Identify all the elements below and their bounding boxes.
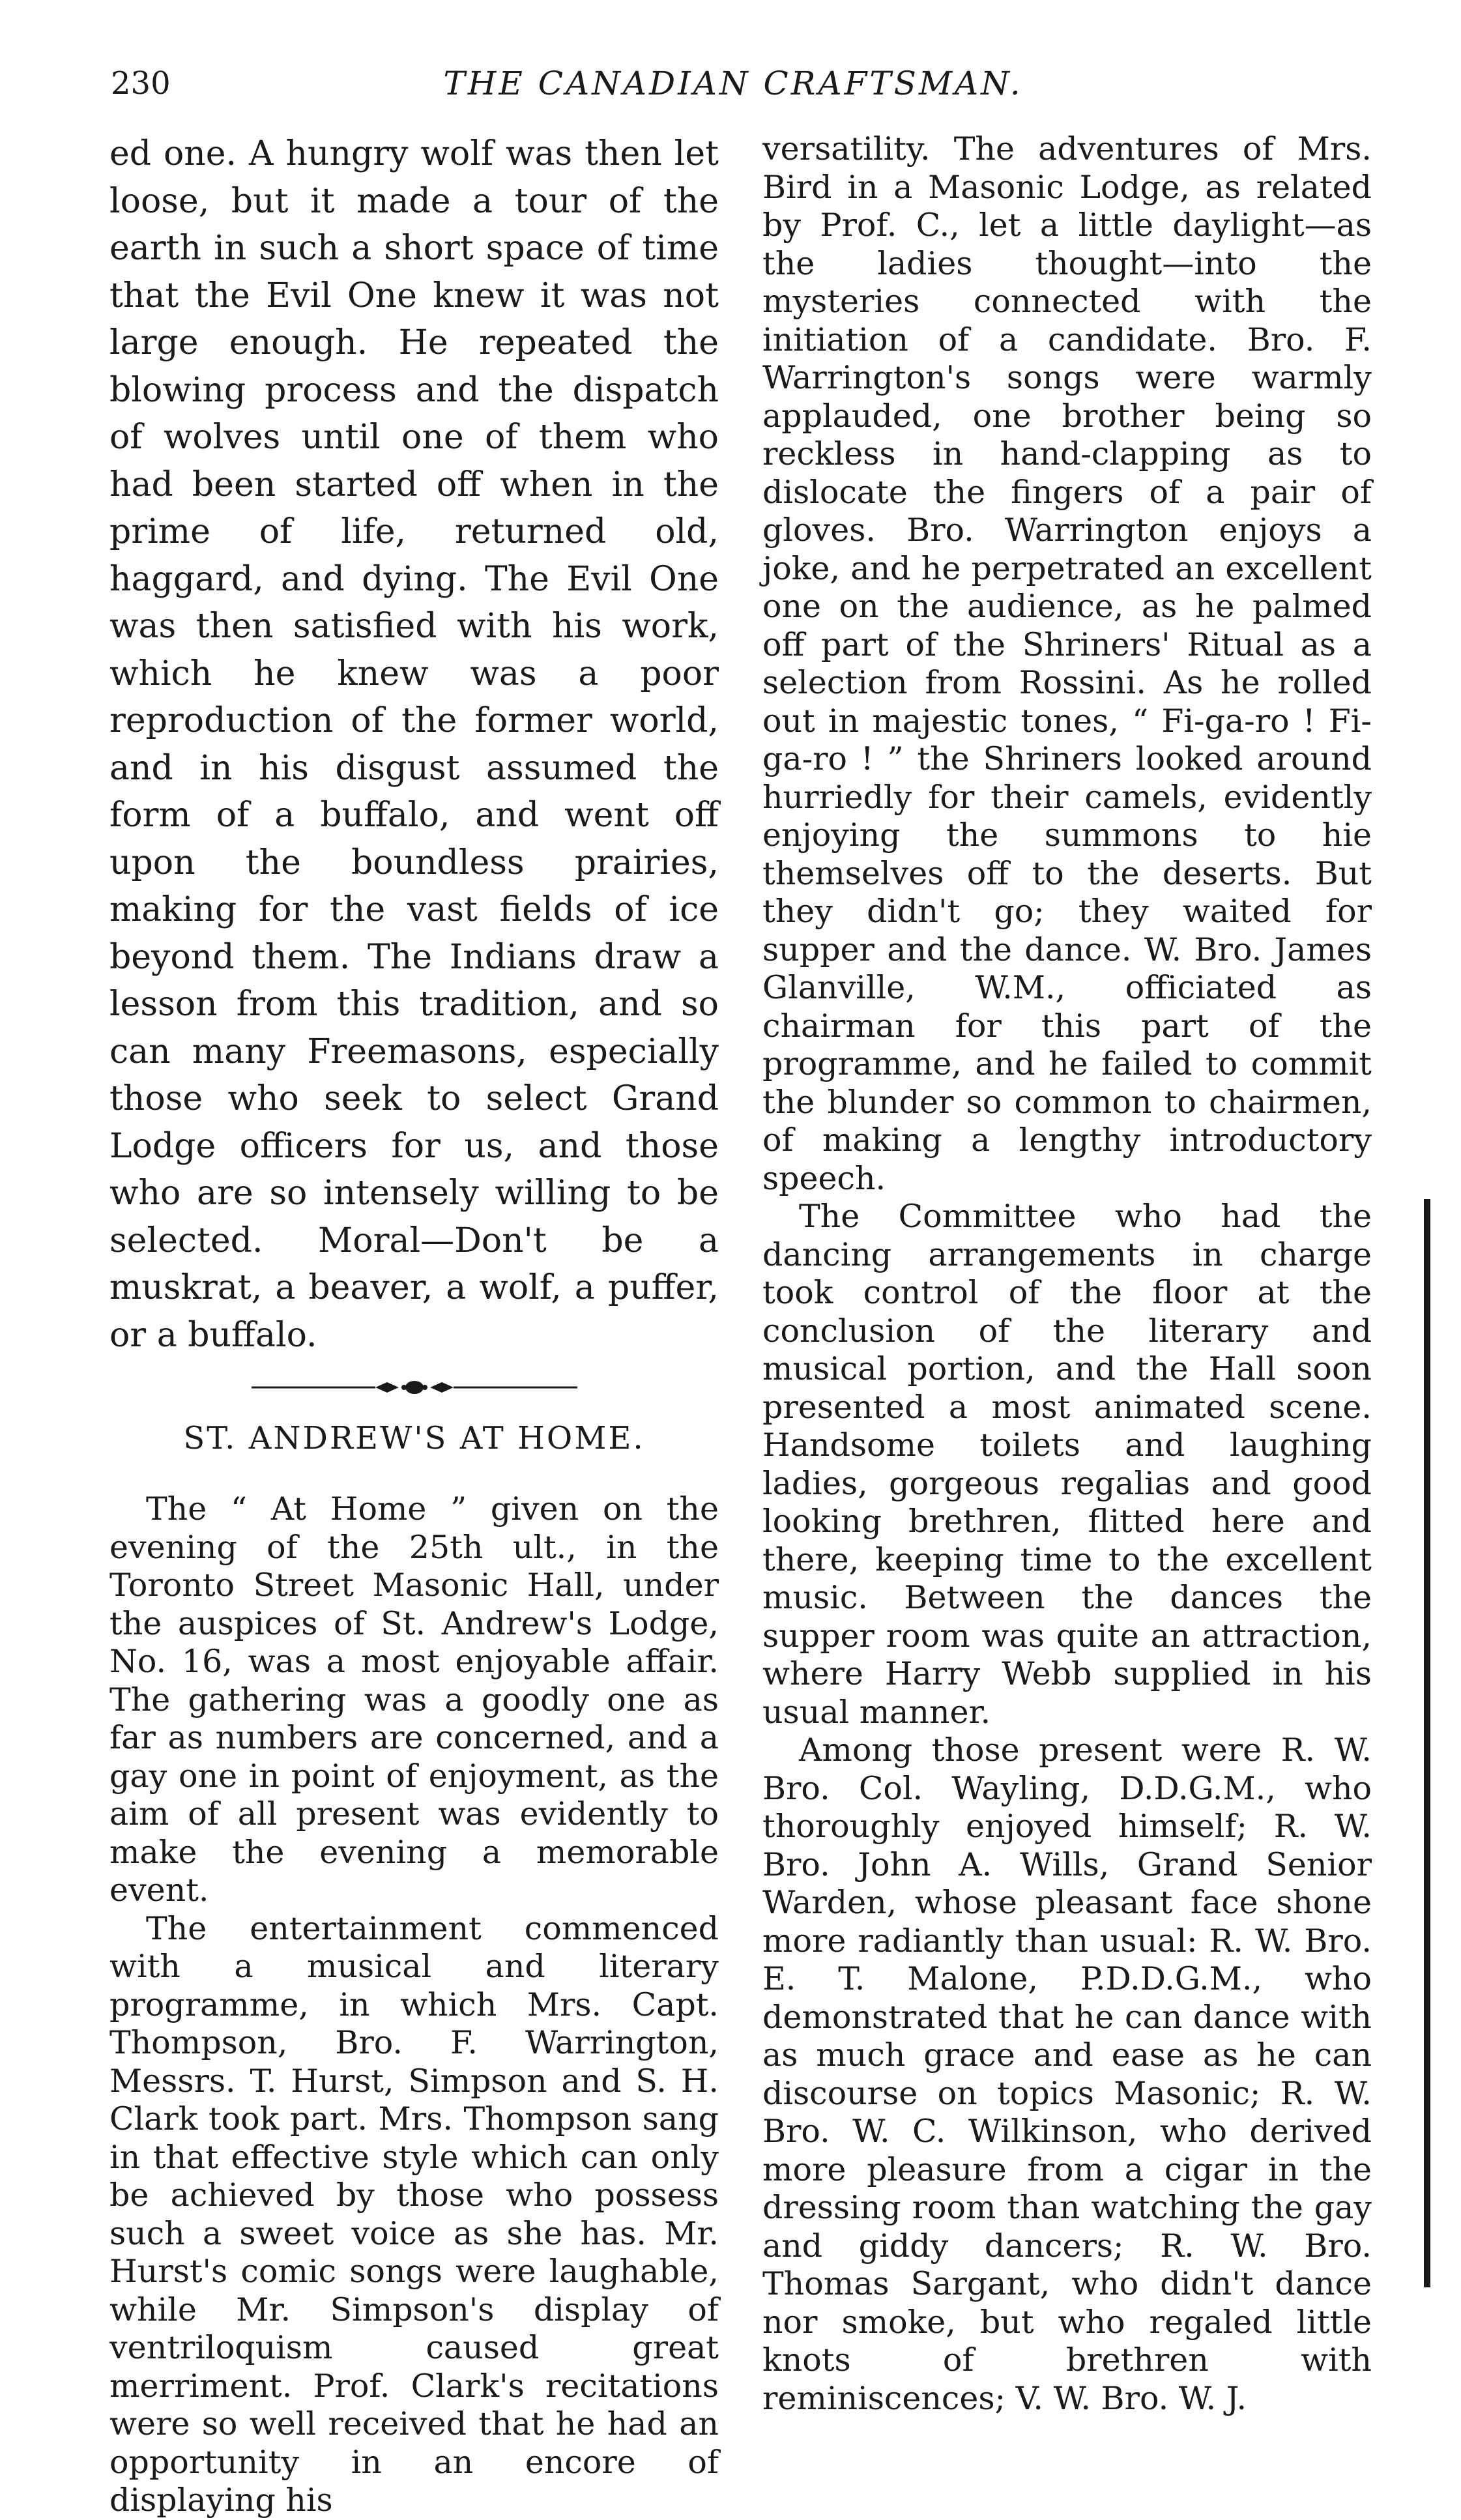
right-paragraph-3: Among those present were R. W. Bro. Col. Wayling, D.D.G.M., who thoroughly enjoyed himself; R. W. Bro. John A. Wills, Grand Senior Warden, whose pleasant face shone more radiantly than usual: R. W. Bro. E. T. Malone, P.D.D.G.M., who demonstrated that he can dance with as much grace and ease as he can discourse on topics Masonic; R. W. Bro. W. C. Wilkinson, who derived more pleasure from a cigar in the dressing room than watching the gay and giddy dancers; R. W. Bro. Thomas Sargant, who didn't dance nor smoke, but who regaled little knots of brethren with reminiscences; V. W. Bro. W. J. [762, 1731, 1372, 2417]
left-paragraph-3: The entertainment commenced with a musical and literary programme, in which Mrs. Capt. Thompson, Bro. F. Warrington, Messrs. T. Hurst, Simpson and S. H. Clark took part. Mrs. Thompson sang in that effective style which can only be achieved by those who possess such a sweet voice as she has. Mr. Hurst's comic songs were laughable, while Mr. Simpson's display of ventriloquism caused great merriment. Prof. Clark's recitations were so well received that he had an opportunity in an encore of displaying his [109, 1909, 719, 2519]
running-title: THE CANADIAN CRAFTSMAN. [443, 65, 1023, 102]
ornamental-rule-icon [245, 1374, 584, 1400]
left-column [109, 130, 719, 2520]
left-paragraph-1: ed one. A hungry wolf was then let loose, but it made a tour of the earth in such a short space of time that the Evil One knew it was not large enough. He repeated the blowing process and the dispatch of wolves until one of them who had been started off when in the prime of life, returned old, haggard, and dying. The Evil One was then satisfied with his work, which he knew was a poor reproduction of the former world, and in his disgust assumed the form of a buffalo, and went off upon the boundless prairies, making for the vast fields of ice beyond them. The Indians draw a lesson from this tradition, and so can many Freemasons, especially those who seek to select Grand Lodge officers for us, and those who are so intensely willing to be selected. Moral—Don't be a muskrat, a beaver, a wolf, a puffer, or a buffalo. [109, 134, 719, 1355]
margin-bar [1424, 1199, 1430, 2287]
right-paragraph-2: The Committee who had the dancing arrangements in charge took control of the floor at the conclusion of the literary and musical portion, and the Hall soon presented a most animated scene. Handsome toilets and laughing ladies, gorgeous regalias and good looking brethren, flitted here and there, keeping time to the excellent music. Between the dances the supper room was quite an attraction, where Harry Webb supplied in his usual manner. [762, 1198, 1372, 1731]
right-column [762, 130, 1372, 2418]
left-paragraph-2: The “ At Home ” given on the evening of the 25th ult., in the Toronto Street Masonic Hall, under the auspices of St. Andrew's Lodge, No. 16, was a most enjoyable affair. The gathering was a goodly one as far as numbers are concerned, and a gay one in point of enjoyment, as the aim of all present was evidently to make the evening a memorable event. [109, 1490, 719, 1909]
section-heading: ST. ANDREW'S AT HOME. [183, 1420, 645, 1456]
page-number: 230 [111, 65, 171, 102]
right-paragraph-1: versatility. The adventures of Mrs. Bird in a Masonic Lodge, as related by Prof. C., let a little daylight—as the ladies thought—into the mysteries connected with the initiation of a candidate. Bro. F. Warrington's songs were warmly applauded, one brother being so reckless in hand-clapping as to dislocate the fingers of a pair of gloves. Bro. Warrington enjoys a joke, and he perpetrated an excellent one on the audience, as he palmed off part of the Shriners' Ritual as a selection from Rossini. As he rolled out in majestic tones, “ Fi-ga-ro ! Fi-ga-ro ! ” the Shriners looked around hurriedly for their camels, evidently enjoying the summons to hie themselves off to the deserts. But they didn't go; they waited for supper and the dance. W. Bro. James Glanville, W.M., officiated as chairman for this part of the programme, and he failed to commit the blunder so common to chairmen, of making a lengthy introductory speech. [762, 130, 1372, 1197]
running-header [98, 57, 1368, 109]
